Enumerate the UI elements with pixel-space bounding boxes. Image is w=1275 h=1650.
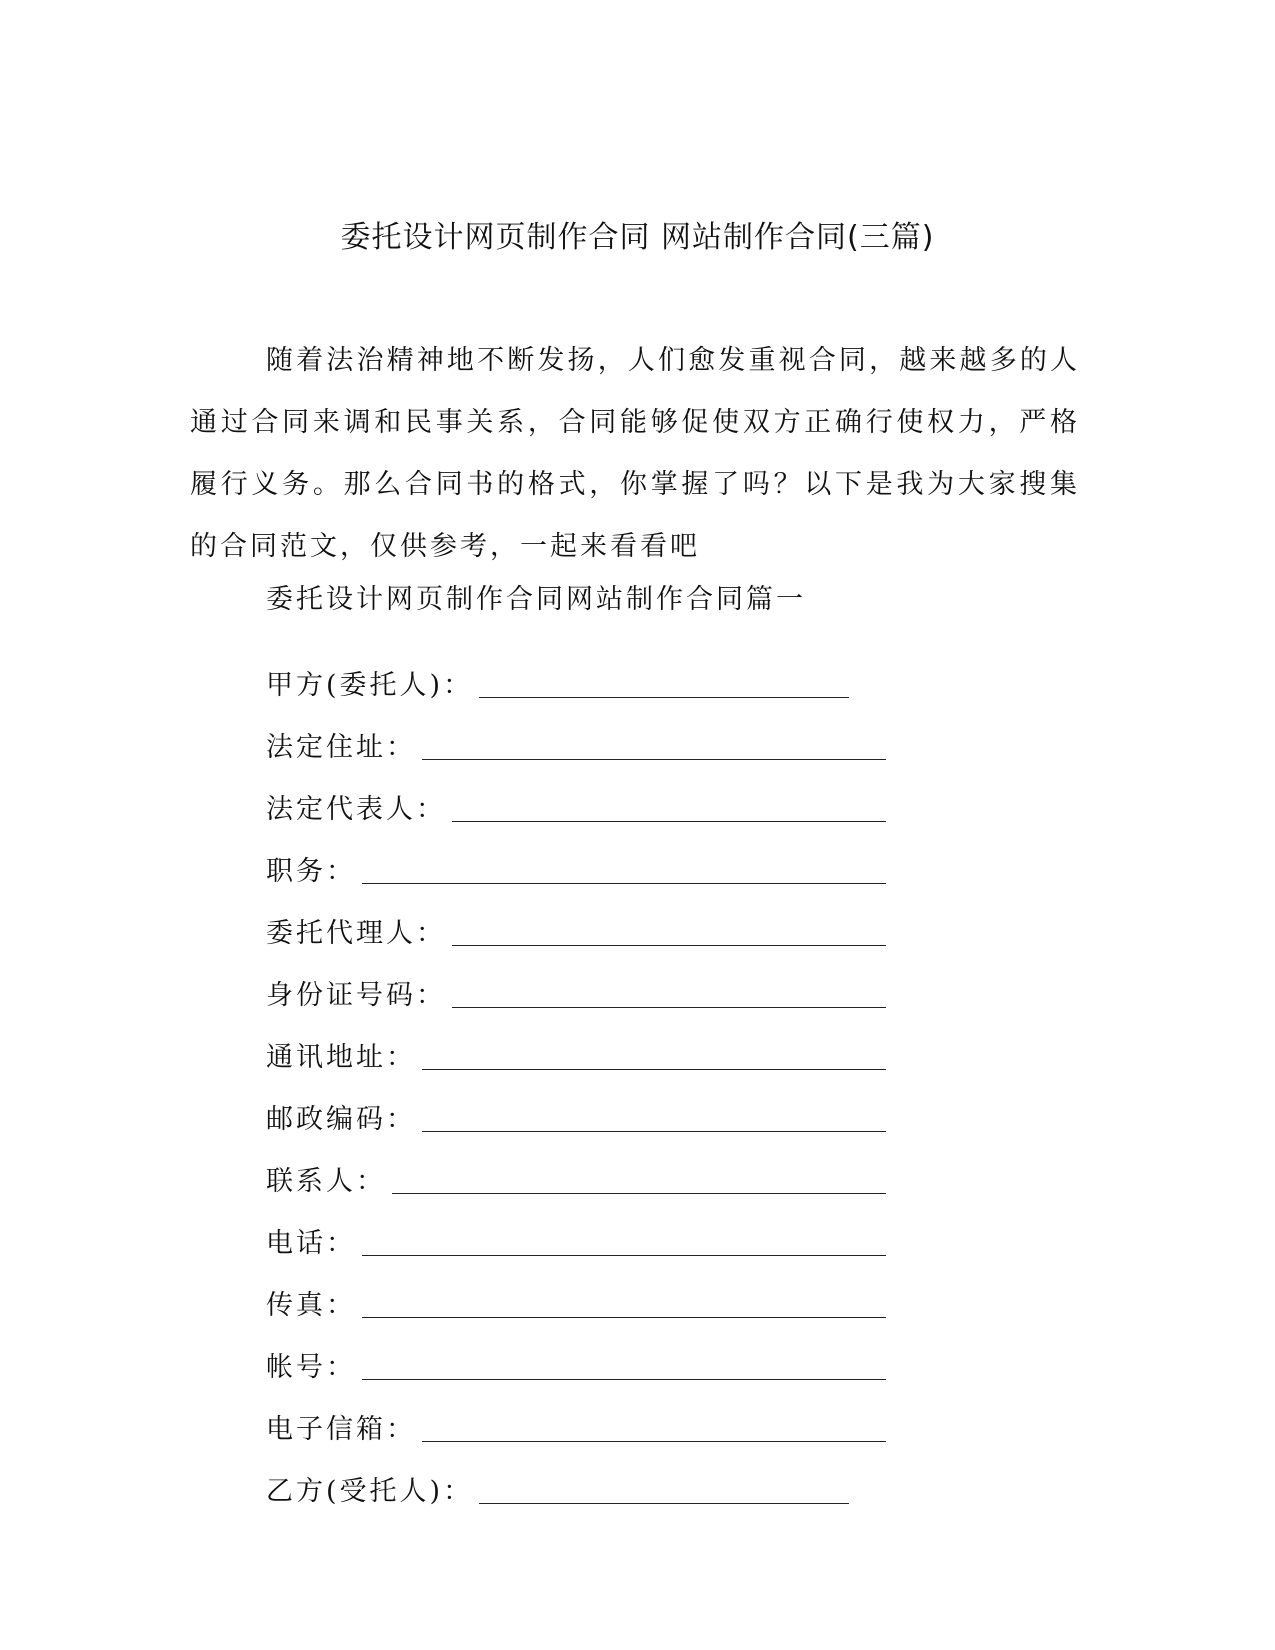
fill-in-blank[interactable] xyxy=(392,1163,886,1194)
fill-in-blank[interactable] xyxy=(479,1473,849,1504)
fill-in-blank[interactable] xyxy=(362,853,886,884)
fill-in-blank[interactable] xyxy=(452,791,886,822)
intro-paragraph: 随着法治精神地不断发扬，人们愈发重视合同，越来越多的人通过合同来调和民事关系，合同能够促使双方正确行使权力，严格履行义务。那么合同书的格式，你掌握了吗？以下是我为大家搜集的合同范文，仅供参考，一起来看看吧 xyxy=(190,345,1080,562)
field-label: 电话： xyxy=(266,1228,356,1259)
form-row-account xyxy=(266,1326,886,1388)
fill-in-blank[interactable] xyxy=(422,1411,886,1442)
fill-in-blank[interactable] xyxy=(422,1101,886,1132)
form-row-legal-representative xyxy=(266,768,886,830)
field-label: 甲方(委托人)： xyxy=(266,670,474,701)
field-label: 联系人： xyxy=(266,1166,386,1197)
form-row-contact xyxy=(266,1140,886,1202)
field-label: 邮政编码： xyxy=(266,1104,416,1135)
form-row-id-number xyxy=(266,954,886,1016)
field-label: 帐号： xyxy=(266,1352,356,1383)
form-row-agent xyxy=(266,892,886,954)
form-row-legal-address xyxy=(266,706,886,768)
field-label: 法定代表人： xyxy=(266,794,446,825)
fill-in-blank[interactable] xyxy=(452,915,886,946)
contract-party-form xyxy=(266,644,886,1512)
field-label: 身份证号码： xyxy=(266,980,446,1011)
document-title: 委托设计网页制作合同 网站制作合同(三篇) xyxy=(340,220,935,255)
form-row-email xyxy=(266,1388,886,1450)
fill-in-blank[interactable] xyxy=(479,667,849,698)
form-row-position xyxy=(266,830,886,892)
field-label: 电子信箱： xyxy=(266,1414,416,1445)
fill-in-blank[interactable] xyxy=(422,729,886,760)
form-row-phone xyxy=(266,1202,886,1264)
section-heading: 委托设计网页制作合同网站制作合同篇一 xyxy=(266,584,806,615)
field-label: 委托代理人： xyxy=(266,918,446,949)
fill-in-blank[interactable] xyxy=(422,1039,886,1070)
fill-in-blank[interactable] xyxy=(362,1225,886,1256)
form-row-party-b xyxy=(266,1450,886,1512)
field-label: 传真： xyxy=(266,1290,356,1321)
field-label: 法定住址： xyxy=(266,732,416,763)
form-row-fax xyxy=(266,1264,886,1326)
field-label: 通讯地址： xyxy=(266,1042,416,1073)
form-row-postal-code xyxy=(266,1078,886,1140)
field-label: 职务： xyxy=(266,856,356,887)
form-row-mailing-address xyxy=(266,1016,886,1078)
form-row-party-a xyxy=(266,644,886,706)
fill-in-blank[interactable] xyxy=(452,977,886,1008)
fill-in-blank[interactable] xyxy=(362,1287,886,1318)
field-label: 乙方(受托人)： xyxy=(266,1476,474,1507)
fill-in-blank[interactable] xyxy=(362,1349,886,1380)
